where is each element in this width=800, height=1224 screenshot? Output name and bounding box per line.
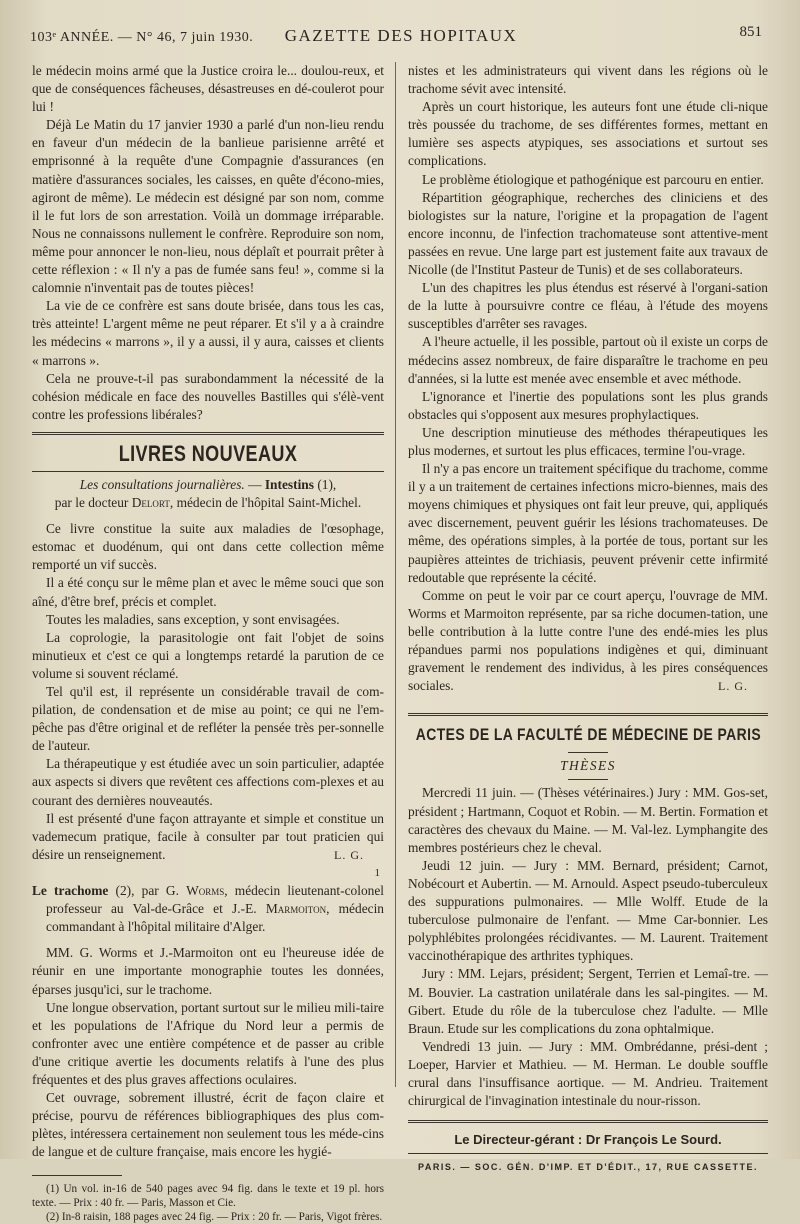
book-title: Intestins — [264, 476, 314, 492]
book-heading — [32, 476, 384, 512]
paragraph: La coprologie, la parasitologie ont fait l'objet de soins minutieux et c'est ce qui a longtemps retardé la parution de ce volume si souvent réclamé. — [32, 629, 384, 681]
paragraph: Il a été conçu sur le même plan et avec le même souci que son aîné, d'être bref, précis et complet. — [32, 575, 384, 609]
printer-imprint: PARIS. — SOC. GÉN. D'IMP. ET D'ÉDIT., 17, RUE CASSETTE. — [418, 1162, 758, 1173]
paragraph-text: Comme on peut le voir par ce court aperçu, l'ouvrage de MM. Worms et Marmoiton représente, par sa riche documen-tation, une belle contribution à la lutte contre l'une des endé-mies les plus répandues parmi nos populations indigènes et qui, diminuant gravement le rendement des individus, à les pires conséquences sociales. — [408, 587, 768, 694]
short-rule — [568, 779, 608, 780]
footnote-rule — [32, 1175, 122, 1176]
section-title-livres: LIVRES NOUVEAUX — [118, 440, 298, 466]
book-heading — [32, 882, 384, 936]
signature: L. G. — [334, 847, 364, 862]
paragraph: le médecin moins armé que la Justice croira le... doulou-reux, et que de conséquences fâcheuses, désastreuses en dé-coulerot pour lui ! — [32, 63, 384, 115]
paragraph: La thérapeutique y est étudiée avec un soin particulier, adaptée aux aspects si divers que revêtent ces affections com-plexes et au courant des dernières nouveautés. — [32, 756, 384, 808]
footnote-ref: (2), par G. — [108, 883, 187, 899]
paragraph: MM. G. Worms et J.-Marmoiton ont eu l'heureuse idée de réunir en une importante monographie toutes les données, éparses jusqu'ici, sur le trachome. — [32, 945, 384, 997]
thesis-entry: Jeudi 12 juin. — Jury : MM. Bernard, président; Carnot, Nobécourt et Aubertin. — M. Arnould. Aspect pseudo-tuberculeux des suppurations pulmonaires. — Mlle Wolff. Etude de la tuberculose pulmonaire de l'enfant. — Mme Car-bonnier. Les polyphlébites prolongées récidivantes. — M. Laurent. Traitement vaccinothérapique des arthrites typhiques. — [408, 857, 768, 964]
author-role: , médecin de l'hôpital Saint-Michel. — [169, 495, 362, 511]
paragraph: Une longue observation, portant surtout sur le milieu mili-taire et les populations de l'Afrique du Nord leur a permis de confronter avec une entière compétence et de passer au crible d'une critique avertie les documents relatifs à l'une des plus fréquentes et des plus graves affections oculaires. — [32, 999, 384, 1087]
paragraph: L'ignorance et l'inertie des populations sont les plus grands obstacles qui s'opposent aux mesures prophylactiques. — [408, 388, 768, 422]
footer-rule — [408, 1153, 768, 1154]
short-rule — [568, 752, 608, 753]
paragraph: Répartition géographique, recherches des cliniciens et des biologistes sur la nature, l'origine et la propagation de l'agent encore inconnu, de l'infection trachomateuse sont attentive-ment passées en revue. Une large part est justement faite aux travaux de Nicolle (de l'Institut Pasteur de Tunis) et de ses collaborateurs. — [408, 189, 768, 278]
paragraph — [408, 587, 768, 696]
paragraph: Après un court historique, les auteurs font une étude cli-nique très poussée du trachome, de ses différentes formes, mettant en lumière ses aspects atypiques, ses associations et surtout ses complications. — [408, 99, 768, 169]
signature: L. G. — [718, 679, 748, 694]
footnote: (1) Un vol. in-16 de 540 pages avec 94 fig. dans le texte et 19 pl. hors texte. — Prix : 40 fr. — Paris, Masson et Cie. — [32, 1183, 384, 1210]
issue-info: 103ᵉ ANNÉE. — N° 46, 7 juin 1930. — [30, 30, 254, 45]
paragraph: Cela ne prouve-t-il pas surabondamment la nécessité de la cohésion médicale en face des nouvelles Bastilles qui s'élè-vent contre les professions libérales? — [32, 370, 384, 422]
paragraph: Déjà Le Matin du 17 janvier 1930 a parlé d'un non-lieu rendu en faveur d'un médecin de la banlieue parisienne arrêté et emprisonné à la requête d'une Compagnie d'assurances (en matière d'assurances sociales, les caisses, en quête d'écono-mies, agiront de même). Le médecin est désigné par son nom, comme il le fut lors de son arrestation. Voilà un dommage irréparable. Nous ne connaissons nullement le confrère. Reproduire son nom, même pour annoncer le non-lieu, nous déplaît et pourrait prêter à cette réflexion : « Il n'y a pas de fumée sans feu! », comme si la calomnie n'inventait pas de toutes pièces! — [32, 117, 384, 296]
right-column — [408, 62, 768, 1176]
paragraph: A l'heure actuelle, il les possible, partout où il existe un corps de médecins assez nombreux, de faire disparaître le trachome en peu d'années, si la lutte est menée avec ensemble et avec méthode. — [408, 334, 768, 386]
author-name: Marmoiton — [265, 901, 327, 917]
paragraph: Tel qu'il est, il représente un considérable travail de com-pilation, de condensation et de mise au point; ce qui ne l'em-pêche pas d'être original et de refléter la pensée très per-sonnelle de l'auteur. — [32, 684, 384, 754]
subsection-title: THÈSES — [560, 758, 616, 774]
paragraph: Une description minutieuse des méthodes thérapeutiques les plus modernes, et surtout les plus efficaces, termine l'ou-vrage. — [408, 424, 768, 458]
author-name: Worms — [186, 883, 225, 899]
margin-mark: 1 — [374, 866, 380, 879]
book-series: Les consultations journalières. — [79, 476, 245, 492]
section-rule — [32, 432, 384, 435]
section-title-actes: ACTES DE LA FACULTÉ DE MÉDECINE DE PARIS — [415, 725, 762, 745]
paragraph: Cet ouvrage, sobrement illustré, écrit de façon claire et précise, pourvu de références bibliographiques des plus com-plètes, intéressera certainement non seulement tous les méde-cins de langue et de culture française, mais encore les hygié- — [32, 1090, 384, 1160]
column-divider — [395, 62, 396, 1087]
book-title: Le trachome — [32, 883, 109, 899]
paragraph: La vie de ce confrère est sans doute brisée, dans tous les cas, très atteinte! L'argent même ne peut réparer. Et s'il y a à craindre les médecins « marrons », il y a aussi, il y aura, caisses et clients « marrons ». — [32, 298, 384, 368]
paragraph-text: Il est présenté d'une façon attrayante et simple et constitue un vademecum pratique, facile à consulter par tout praticien qui désire un renseignement. — [32, 810, 384, 862]
paragraph: Le problème étiologique et pathogénique est parcouru en entier. — [422, 171, 764, 187]
section-rule — [408, 713, 768, 716]
paragraph — [32, 810, 384, 864]
footer-rule — [408, 1120, 768, 1123]
thesis-entry: Mercredi 11 juin. — (Thèses vétérinaires.) Jury : MM. Gos-set, président ; Hartmann, Coquot et Robin. — M. Bertin. Formation et caractères des chevaux du Maine. — M. Val-lez. Lymphangite des membres postérieurs chez le cheval. — [408, 785, 768, 855]
page-header — [30, 24, 772, 48]
left-column — [32, 62, 384, 1224]
section-rule — [32, 471, 384, 472]
paragraph: Ce livre constitue la suite aux maladies de l'œsophage, estomac et duodénum, qui ont dans cette collection même remporté un vif succès. — [32, 521, 384, 573]
director-line: Le Directeur-gérant : Dr François Le Sourd. — [454, 1132, 722, 1148]
paragraph: L'un des chapitres les plus étendus est réservé à l'organi-sation de la lutte à poursuivre contre ce fléau, à l'étude des moyens susceptibles d'arrêter ses ravages. — [408, 280, 768, 332]
thesis-entry: Vendredi 13 juin. — Jury : MM. Ombrédanne, prési-dent ; Loeper, Harvier et Mathieu. — M. Herman. Le double souffle crural dans l'insuffisance aortique. — M. Andrieu. Traitement chirurgical de l'invagination intestinale du nour-risson. — [408, 1038, 768, 1109]
author-name: Delort — [131, 495, 170, 511]
page-number: 851 — [739, 24, 762, 40]
byline: par le docteur — [54, 495, 132, 511]
author-role: , médecin lieutenant-colonel professeur au Val-de-Grâce et J.-E. — [46, 883, 385, 917]
paragraph: Il n'y a pas encore un traitement spécifique du trachome, comme il y a un traitement de certaines infections micro-biennes, mais des moyens chimiques et physiques ont fait leur preuve, qui, appliqués avec discernement, peuvent guérir les lésions trachomateuses. De même, des opérations simples, à la portée de tous, portant sur les paupières atteintes de trichiasis, peuvent prévenir cette infirmité redoutable que représente la cécité. — [408, 461, 768, 585]
author-role: , médecin commandant à l'hôpital militaire d'Alger. — [46, 901, 384, 935]
footnote-ref: (1), — [313, 476, 337, 492]
thesis-entry: Jury : MM. Lejars, président; Sergent, Terrien et Lemaî-tre. — M. Bouvier. La castration unilatérale dans les sal-pingites. — M. Gibert. Etude du rôle de la tuberculose chez l'adulte. — Mlle Braun. Etude sur les complications du zona ophtalmique. — [408, 966, 768, 1036]
paragraph: Toutes les maladies, sans exception, y sont envisagées. — [46, 611, 340, 627]
separator: — — [244, 476, 265, 492]
footnote: (2) In-8 raisin, 188 pages avec 24 fig. — Prix : 20 fr. — Paris, Vigot frères. — [46, 1211, 383, 1224]
journal-title: GAZETTE DES HOPITAUX — [284, 26, 518, 45]
paragraph: nistes et les administrateurs qui vivent dans les régions où le trachome sévit avec intensité. — [408, 63, 768, 97]
